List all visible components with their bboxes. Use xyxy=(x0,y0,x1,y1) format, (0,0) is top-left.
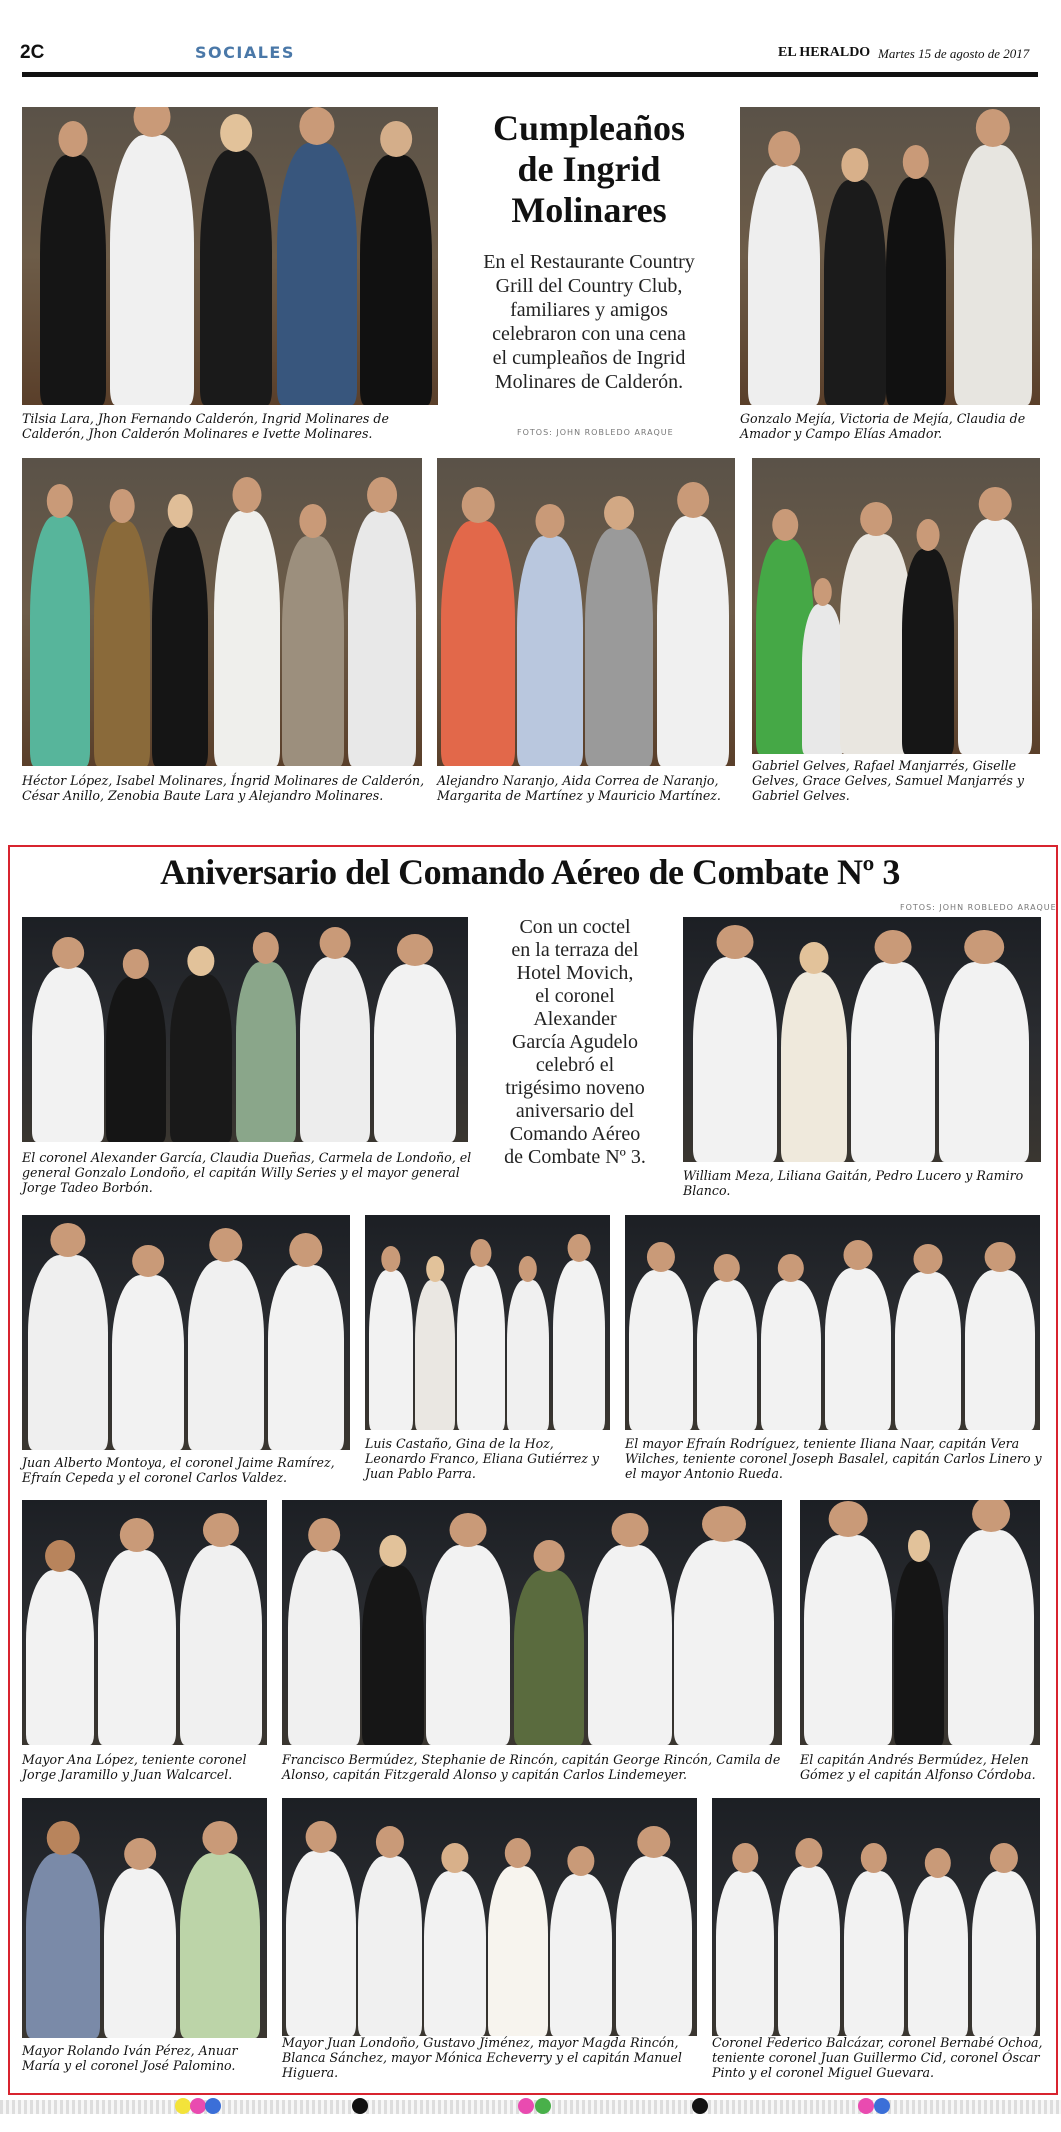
story1-lead-line-1: En el Restaurante Country xyxy=(483,251,695,273)
story1-title-line-1: Cumpleaños xyxy=(492,108,686,148)
story1-lead-line-2: Grill del Country Club, xyxy=(495,275,683,297)
story2-lead-line-7: celebró el xyxy=(535,1054,615,1076)
story1-title-line-2: de Ingrid xyxy=(517,149,661,189)
story2-lead-line-5: Alexander xyxy=(533,1008,617,1030)
story2-title: Aniversario del Comando Aéreo de Combate Nº 3 xyxy=(160,852,900,892)
photo-military-5 xyxy=(625,1215,1040,1430)
story2-lead xyxy=(475,916,675,1169)
story1-title-line-3: Molinares xyxy=(511,190,667,230)
photo-military-6 xyxy=(22,1500,267,1745)
story2-lead-line-11: de Combate Nº 3. xyxy=(504,1146,646,1168)
photo-group-4 xyxy=(437,458,735,766)
story1-lead-line-4: celebraron con una cena xyxy=(492,323,686,345)
photo-military-10 xyxy=(282,1798,697,2036)
caption-4: Alejandro Naranjo, Aida Correa de Naranjo, Margarita de Martínez y Mauricio Martínez. xyxy=(437,773,721,803)
story2-lead-line-8: trigésimo noveno xyxy=(505,1077,645,1099)
story2-lead-line-10: Comando Aéreo xyxy=(509,1123,641,1145)
issue-date: Martes 15 de agosto de 2017 xyxy=(878,46,1030,61)
registration-mark-magenta xyxy=(190,2098,206,2114)
caption-10: El mayor Efraín Rodríguez, teniente Iliana Naar, capitán Vera Wilches, teniente coronel Joseph Basalel, capitán Carlos Linero y el mayor Antonio Rueda. xyxy=(625,1436,1042,1481)
photo-military-3 xyxy=(22,1215,350,1450)
story1-lead-line-5: el cumpleaños de Ingrid xyxy=(492,347,686,369)
paper-name: EL HERALDO xyxy=(778,45,871,60)
photo-military-8 xyxy=(800,1500,1040,1745)
photo-military-9 xyxy=(22,1798,267,2038)
caption-9: Luis Castaño, Gina de la Hoz, Leonardo Franco, Eliana Gutiérrez y Juan Pablo Parra. xyxy=(365,1436,600,1481)
header-rule xyxy=(22,72,1038,77)
caption-2: Gonzalo Mejía, Victoria de Mejía, Claudia de Amador y Campo Elías Amador. xyxy=(740,411,1026,441)
photo-group-2 xyxy=(740,107,1040,405)
story2-photo-credit: FOTOS: JOHN ROBLEDO ARAQUE xyxy=(900,903,1057,912)
caption-8: Juan Alberto Montoya, el coronel Jaime Ramírez, Efraín Cepeda y el coronel Carlos Valdez. xyxy=(22,1455,335,1485)
caption-13: El capitán Andrés Bermúdez, Helen Gómez y el capitán Alfonso Córdoba. xyxy=(800,1752,1036,1782)
story1-title xyxy=(444,108,734,231)
registration-mark-black-2 xyxy=(692,2098,708,2114)
caption-5: Gabriel Gelves, Rafael Manjarrés, Giselle Gelves, Grace Gelves, Samuel Manjarrés y Gabriel Gelves. xyxy=(752,758,1024,803)
registration-mark-black xyxy=(352,2098,368,2114)
story1-lead-line-6: Molinares de Calderón. xyxy=(494,371,684,393)
photo-military-1 xyxy=(22,917,468,1142)
caption-11: Mayor Ana López, teniente coronel Jorge Jaramillo y Juan Walcarcel. xyxy=(22,1752,247,1782)
photo-military-11 xyxy=(712,1798,1040,2036)
photo-group-5 xyxy=(752,458,1040,754)
story1-lead-line-3: familiares y amigos xyxy=(510,299,668,321)
caption-12: Francisco Bermúdez, Stephanie de Rincón, capitán George Rincón, Camila de Alonso, capitán Fitzgerald Alonso y capitán Carlos Lindemeyer. xyxy=(282,1752,781,1782)
story2-lead-line-1: Con un coctel xyxy=(519,916,631,938)
photo-military-4 xyxy=(365,1215,610,1430)
registration-mark-blue xyxy=(205,2098,221,2114)
caption-1: Tilsia Lara, Jhon Fernando Calderón, Ingrid Molinares de Calderón, Jhon Calderón Molinares e Ivette Molinares. xyxy=(22,411,389,441)
registration-mark-magenta-2 xyxy=(518,2098,534,2114)
story2-lead-line-4: el coronel xyxy=(535,985,615,1007)
story1-lead xyxy=(444,250,734,394)
story2-lead-line-9: aniversario del xyxy=(515,1100,635,1122)
photo-group-3 xyxy=(22,458,422,766)
registration-mark-blue-2 xyxy=(874,2098,890,2114)
story2-lead-line-2: en la terraza del xyxy=(511,939,639,961)
photo-group-1 xyxy=(22,107,438,405)
caption-7: William Meza, Liliana Gaitán, Pedro Lucero y Ramiro Blanco. xyxy=(683,1168,1024,1198)
story2-lead-line-6: García Agudelo xyxy=(511,1031,639,1053)
page-number: 2C xyxy=(20,42,45,63)
story2-lead-line-3: Hotel Movich, xyxy=(516,962,634,984)
registration-mark-magenta-3 xyxy=(858,2098,874,2114)
photo-military-2 xyxy=(683,917,1041,1162)
caption-14: Mayor Rolando Iván Pérez, Anuar María y el coronel José Palomino. xyxy=(22,2043,238,2073)
photo-military-7 xyxy=(282,1500,782,1745)
caption-3: Héctor López, Isabel Molinares, Íngrid Molinares de Calderón, César Anillo, Zenobia Baute Lara y Alejandro Molinares. xyxy=(22,773,425,803)
registration-mark-green xyxy=(535,2098,551,2114)
caption-6: El coronel Alexander García, Claudia Dueñas, Carmela de Londoño, el general Gonzalo Londoño, el capitán Willy Series y el mayor general Jorge Tadeo Borbón. xyxy=(22,1150,472,1195)
registration-mark-yellow xyxy=(175,2098,191,2114)
story1-photo-credit: FOTOS: JOHN ROBLEDO ARAQUE xyxy=(517,428,674,437)
caption-15: Mayor Juan Londoño, Gustavo Jiménez, mayor Magda Rincón, Blanca Sánchez, mayor Mónica Echeverry y el capitán Manuel Higuera. xyxy=(282,2035,682,2080)
caption-16: Coronel Federico Balcázar, coronel Bernabé Ochoa, teniente coronel Juan Guillermo Cid, coronel Óscar Pinto y el coronel Miguel Guevara. xyxy=(712,2035,1043,2080)
section-name: SOCIALES xyxy=(195,43,295,62)
